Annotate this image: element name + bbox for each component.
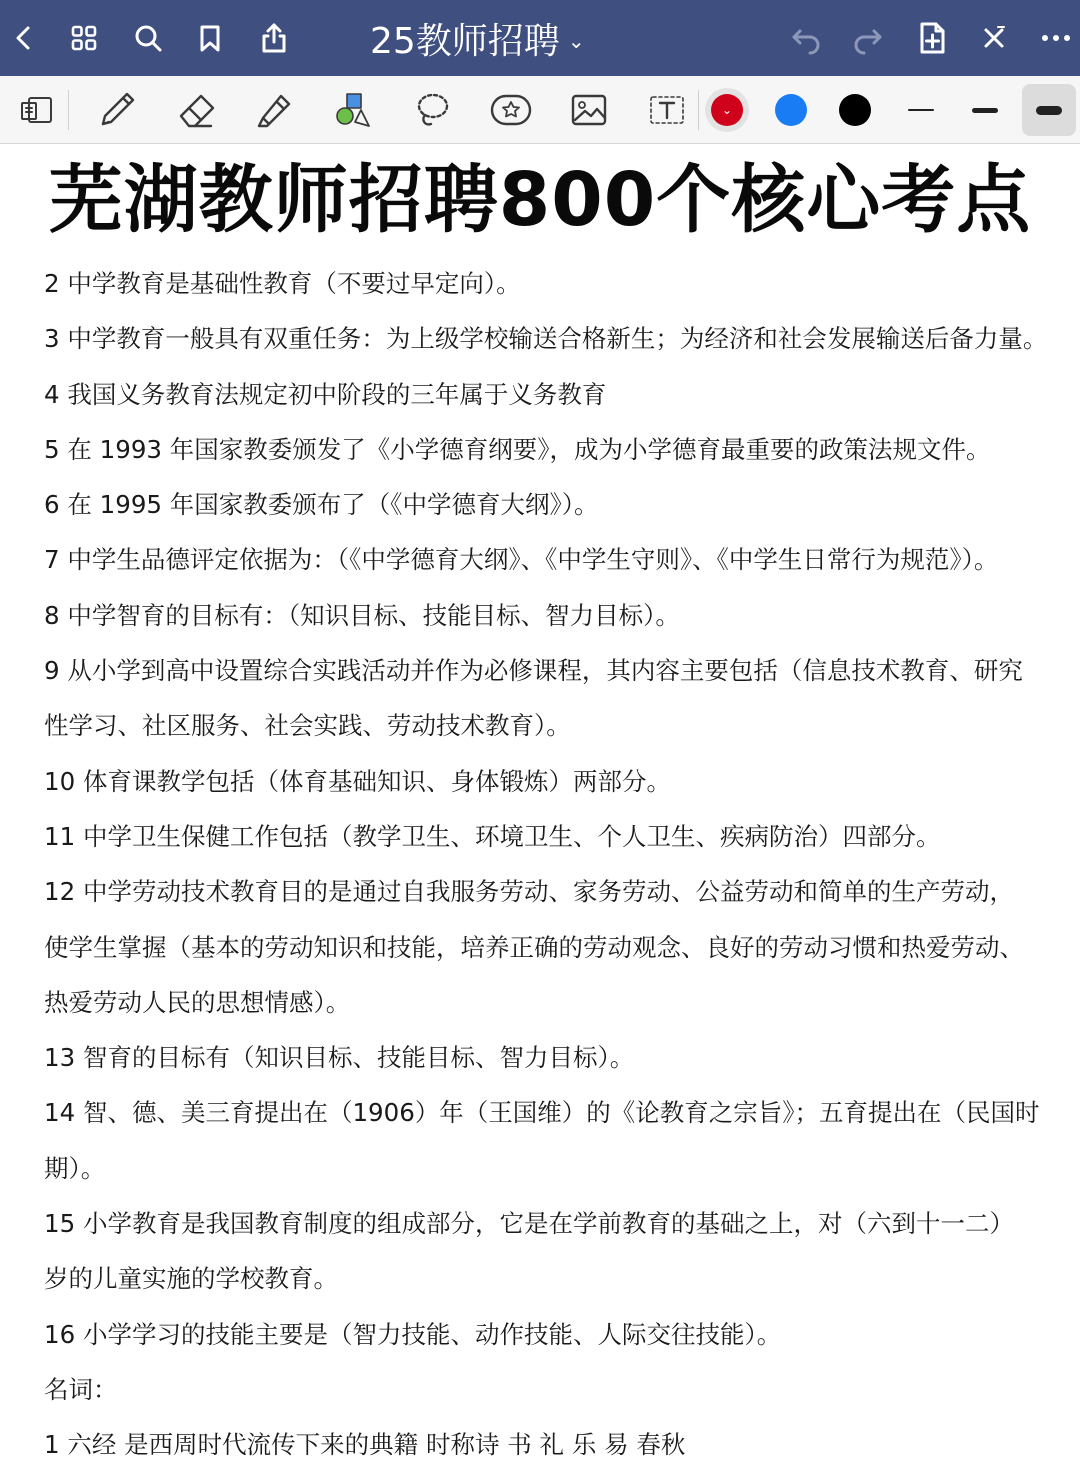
text-line: 16 小学学习的技能主要是（智力技能、动作技能、人际交往技能）。	[44, 1319, 782, 1349]
search-icon[interactable]	[124, 14, 172, 62]
chevron-down-icon: ⌄	[567, 29, 585, 53]
image-icon[interactable]	[562, 84, 616, 136]
document-title: 25教师招聘	[370, 20, 560, 62]
text-line: 13 智育的目标有（知识目标、技能目标、智力目标）。	[44, 1043, 635, 1073]
lasso-icon[interactable]	[406, 84, 460, 136]
text-icon[interactable]	[640, 84, 694, 136]
text-line: 名词：	[44, 1374, 118, 1404]
eraser-icon[interactable]	[170, 84, 224, 136]
more-icon[interactable]	[1032, 14, 1080, 62]
back-icon[interactable]	[0, 14, 48, 62]
stroke-thin-option[interactable]	[894, 84, 948, 136]
text-line: 15 小学教育是我国教育制度的组成部分，它是在学前教育的基础之上，对（六到十一二）	[44, 1209, 1014, 1239]
close-icon[interactable]	[970, 14, 1018, 62]
bookmark-icon[interactable]	[186, 14, 234, 62]
stroke-medium-option[interactable]	[958, 84, 1012, 136]
text-line: 3 中学教育一般具有双重任务：为上级学校输送合格新生；为经济和社会发展输送后备力量。	[44, 324, 1048, 354]
text-line: 期）。	[44, 1153, 106, 1183]
text-line: 12 中学劳动技术教育目的是通过自我服务劳动、家务劳动、公益劳动和简单的生产劳动，	[44, 877, 1014, 907]
text-line: 性学习、社区服务、社会实践、劳动技术教育）。	[44, 711, 571, 741]
color-black-swatch[interactable]	[828, 84, 882, 136]
text-line: 2 中学教育是基础性教育（不要过早定向）。	[44, 269, 521, 298]
chevron-down-icon: ⌄	[711, 94, 743, 126]
grid-icon[interactable]	[60, 14, 108, 62]
annotation-toolbar	[0, 76, 1080, 144]
undo-icon[interactable]	[782, 14, 830, 62]
highlighter-icon[interactable]	[248, 84, 302, 136]
add-page-icon[interactable]	[908, 14, 956, 62]
share-icon[interactable]	[250, 14, 298, 62]
top-navigation-bar	[0, 0, 1080, 76]
color-red-swatch[interactable]	[700, 84, 754, 136]
text-line: 6 在 1995 年国家教委颁布了（《中学德育大纲》）。	[44, 490, 599, 520]
document-heading: 芜湖教师招聘800个核心考点	[48, 157, 1032, 243]
text-line: 使学生掌握（基本的劳动知识和技能，培养正确的劳动观念、良好的劳动习惯和热爱劳动、	[44, 932, 1024, 962]
text-line: 14 智、德、美三育提出在（1906）年（王国维）的《论教育之宗旨》；五育提出在（民国时	[44, 1098, 1040, 1128]
toolbar-divider	[68, 90, 69, 130]
document-body	[44, 256, 1054, 1473]
text-line: 1 六经 是西周时代流传下来的典籍 时称诗 书 礼 乐 易 春秋	[44, 1430, 686, 1460]
sticker-icon[interactable]	[484, 84, 538, 136]
toolbar-divider	[698, 90, 699, 130]
page-layout-icon[interactable]	[10, 84, 64, 136]
pen-icon[interactable]	[90, 84, 144, 136]
text-line: 8 中学智育的目标有：（知识目标、技能目标、智力目标）。	[44, 600, 680, 630]
stroke-thick-option[interactable]	[1022, 84, 1076, 136]
text-line: 7 中学生品德评定依据为：（《中学德育大纲》、《中学生守则》、《中学生日常行为规范》）。	[44, 545, 999, 575]
text-line: 4 我国义务教育法规定初中阶段的三年属于义务教育	[44, 379, 607, 409]
text-line: 11 中学卫生保健工作包括（教学卫生、环境卫生、个人卫生、疾病防治）四部分。	[44, 821, 941, 851]
text-line: 热爱劳动人民的思想情感）。	[44, 987, 351, 1017]
shapes-icon[interactable]	[326, 84, 380, 136]
text-line: 岁的儿童实施的学校教育。	[44, 1264, 338, 1294]
color-blue-swatch[interactable]	[764, 84, 818, 136]
text-line: 5 在 1993 年国家教委颁发了《小学德育纲要》，成为小学德育最重要的政策法规文件。	[44, 434, 991, 464]
text-line: 10 体育课教学包括（体育基础知识、身体锻炼）两部分。	[44, 766, 671, 796]
document-title-dropdown[interactable]	[370, 12, 585, 64]
redo-icon[interactable]	[844, 14, 892, 62]
text-line: 9 从小学到高中设置综合实践活动并作为必修课程，其内容主要包括（信息技术教育、研究	[44, 656, 1023, 686]
